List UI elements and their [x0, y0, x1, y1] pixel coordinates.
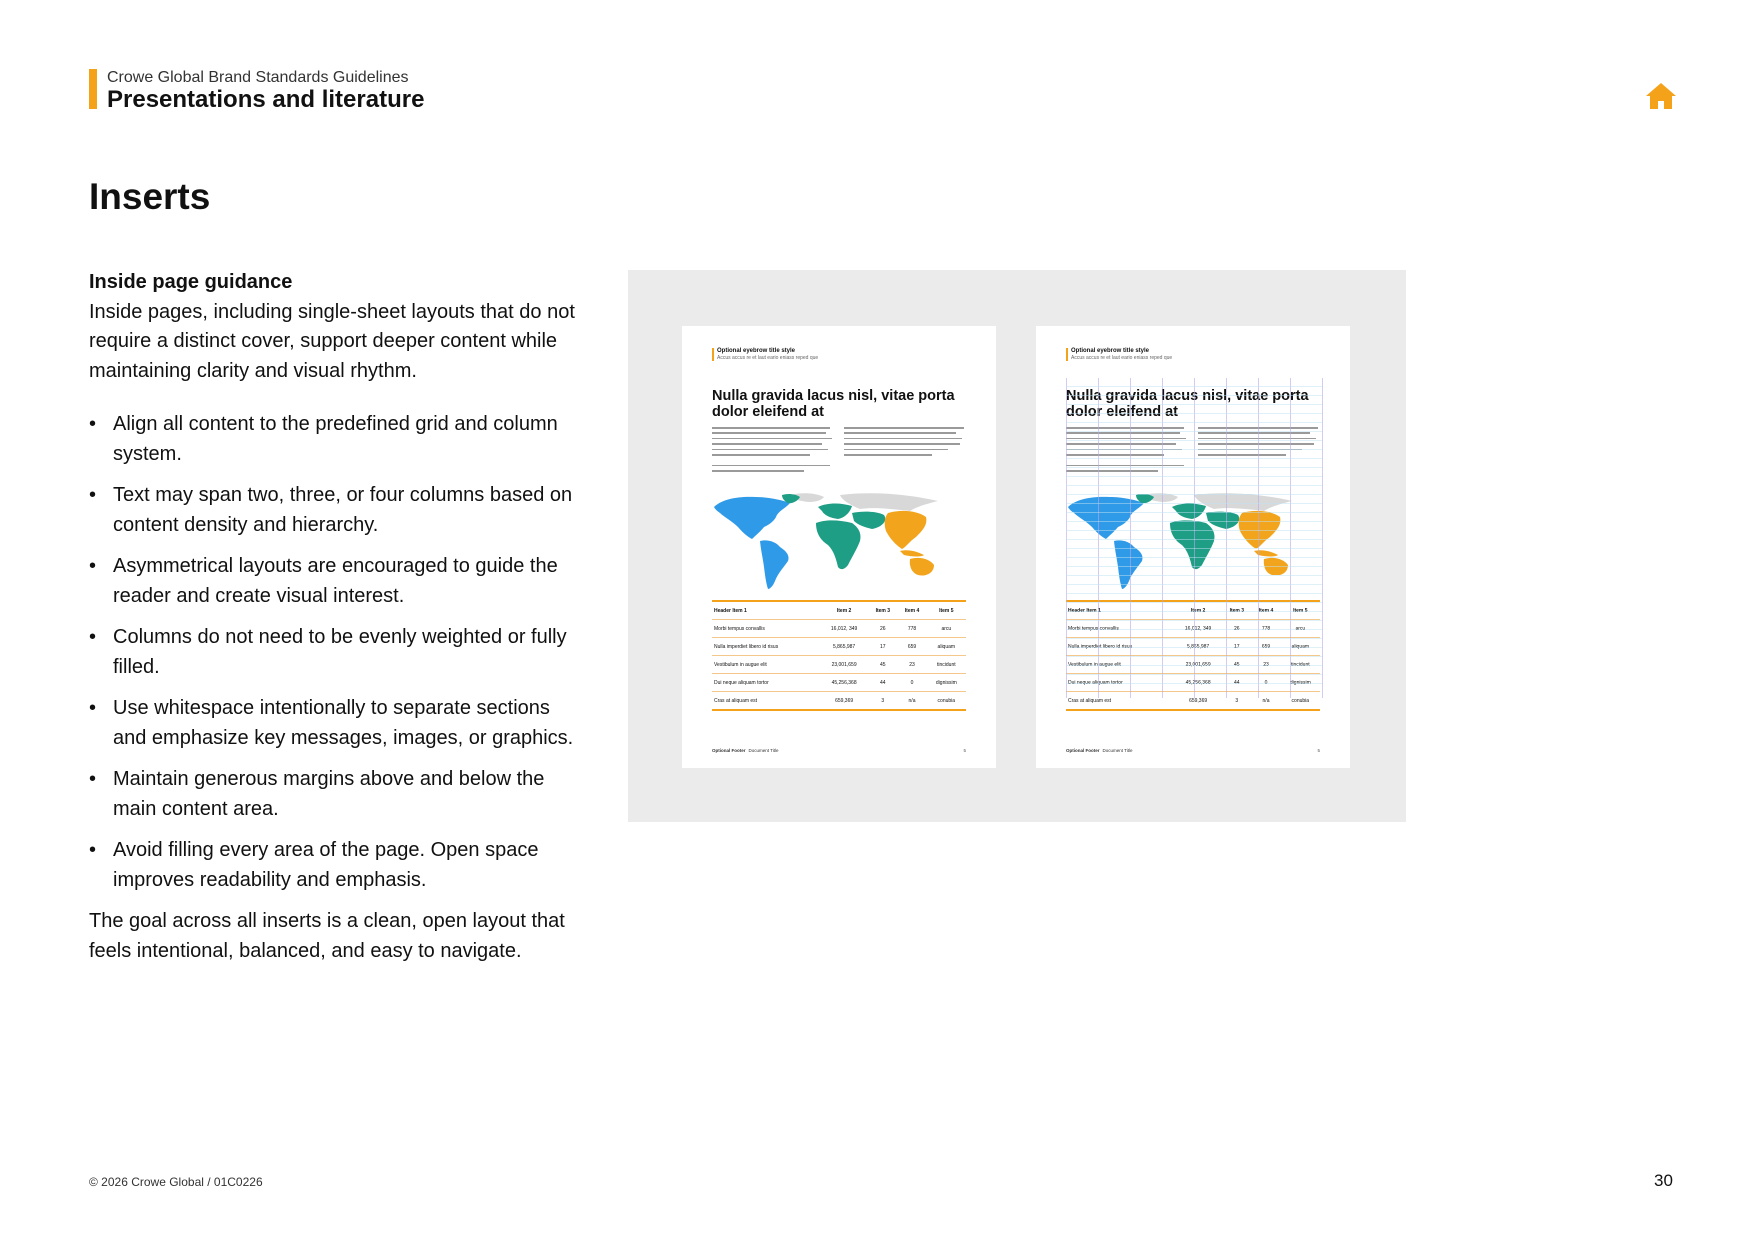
table-row	[712, 620, 966, 638]
table-cell: conubia	[927, 692, 966, 711]
table-header-cell: Header Item 1	[712, 601, 820, 620]
sample-title: Nulla gravida lacus nisl, vitae porta dolor eleifend at	[1066, 388, 1309, 420]
text-line-placeholder	[1066, 443, 1176, 445]
guide-title: Crowe Global Brand Standards Guidelines	[107, 69, 409, 86]
table-cell: 17	[868, 638, 897, 656]
text-line-placeholder	[1066, 454, 1164, 456]
header-accent-bar	[89, 69, 97, 109]
text-line-placeholder	[712, 443, 822, 445]
table-cell: 0	[897, 674, 926, 692]
table-cell: Morbi tempus convallis	[1066, 620, 1174, 638]
table-header-cell: Item 5	[927, 601, 966, 620]
sample-page-number: 5	[963, 748, 966, 753]
text-line-placeholder	[844, 443, 960, 445]
table-cell: 3	[1222, 692, 1251, 711]
text-line-placeholder	[712, 427, 830, 429]
list-item: • Columns do not need to be evenly weighted or fully filled.	[89, 623, 579, 682]
text-line-placeholder	[712, 438, 832, 440]
text-line-placeholder	[712, 470, 804, 472]
table-row	[1066, 656, 1320, 674]
text-line-placeholder	[1198, 427, 1318, 429]
table-cell: 23,001,659	[820, 656, 868, 674]
table-cell: aliquam	[927, 638, 966, 656]
table-header-cell: Item 4	[1251, 601, 1280, 620]
table-row	[712, 638, 966, 656]
text-line-placeholder	[844, 432, 956, 434]
sample-title: Nulla gravida lacus nisl, vitae porta dolor eleifend at	[712, 388, 955, 420]
table-row	[712, 674, 966, 692]
table-cell: arcu	[927, 620, 966, 638]
table-cell: Cras at aliquam est	[712, 692, 820, 711]
table-cell: Dui neque aliquam tortor	[1066, 674, 1174, 692]
text-line-placeholder	[1198, 432, 1310, 434]
closing-paragraph: The goal across all inserts is a clean, open layout that feels intentional, balanced, and easy to navigate.	[89, 910, 565, 962]
table-header-cell: Item 2	[1174, 601, 1222, 620]
table-cell: 45,256,368	[1174, 674, 1222, 692]
text-line-placeholder	[844, 438, 962, 440]
table-cell: 659,369	[820, 692, 868, 711]
example-panel	[628, 270, 1406, 822]
table-cell: Nulla imperdiet libero id risus	[712, 638, 820, 656]
eyebrow-subtitle: Accus accus re et laut eario eniass reped que	[717, 355, 819, 361]
table-cell: 659	[1251, 638, 1280, 656]
table-header-cell: Item 3	[1222, 601, 1251, 620]
eyebrow-subtitle: Accus accus re et laut eario eniass reped que	[1071, 355, 1173, 361]
table-row	[1066, 674, 1320, 692]
map-americas	[1068, 497, 1144, 589]
guidance-list	[89, 410, 579, 895]
table-cell: Vestibulum in augue elit	[1066, 656, 1174, 674]
table-header-cell: Item 5	[1281, 601, 1320, 620]
table-cell: 44	[868, 674, 897, 692]
list-item: • Text may span two, three, or four columns based on content density and hierarchy.	[89, 481, 579, 540]
home-icon[interactable]	[1645, 81, 1677, 111]
text-line-placeholder	[844, 427, 964, 429]
table-cell: 26	[1222, 620, 1251, 638]
section-title: Presentations and literature	[107, 86, 425, 113]
sample-table	[712, 600, 966, 711]
list-item: • Maintain generous margins above and below the main content area.	[89, 765, 579, 824]
table-cell: Cras at aliquam est	[1066, 692, 1174, 711]
list-item: • Use whitespace intentionally to separate sections and emphasize key messages, images, or graphics.	[89, 694, 579, 753]
sample-footer-label: Optional Footer	[1066, 748, 1100, 753]
text-line-placeholder	[712, 454, 810, 456]
text-line-placeholder	[1066, 438, 1186, 440]
text-line-placeholder	[1198, 438, 1316, 440]
world-map-image	[712, 491, 968, 591]
table-cell: 16,012, 349	[820, 620, 868, 638]
subheading: Inside page guidance	[89, 271, 293, 293]
sample-table	[1066, 600, 1320, 711]
page-title: Inserts	[89, 176, 211, 217]
copyright: © 2026 Crowe Global / 01C0226	[89, 1175, 263, 1189]
table-header-cell: Item 2	[820, 601, 868, 620]
table-cell: n/a	[1251, 692, 1280, 711]
eyebrow-title: Optional eyebrow title style	[1071, 348, 1150, 354]
table-row	[712, 656, 966, 674]
table-cell: 778	[897, 620, 926, 638]
table-cell: 23,001,659	[1174, 656, 1222, 674]
text-line-placeholder	[1198, 443, 1314, 445]
table-header-cell: Item 3	[868, 601, 897, 620]
sample-footer	[1066, 748, 1133, 753]
list-item: • Asymmetrical layouts are encouraged to guide the reader and create visual interest.	[89, 552, 579, 611]
eyebrow-title: Optional eyebrow title style	[717, 348, 796, 354]
eyebrow-accent-bar	[1066, 348, 1068, 361]
example-page-plain	[682, 326, 996, 768]
table-cell: dignissim	[927, 674, 966, 692]
table-cell: Morbi tempus convallis	[712, 620, 820, 638]
table-cell: n/a	[897, 692, 926, 711]
map-other	[1144, 493, 1292, 511]
table-cell: tincidunt	[927, 656, 966, 674]
table-header-row	[1066, 601, 1320, 620]
table-row	[1066, 692, 1320, 711]
text-line-placeholder	[1066, 465, 1184, 467]
table-cell: aliquam	[1281, 638, 1320, 656]
table-cell: 26	[868, 620, 897, 638]
text-line-placeholder	[1198, 454, 1286, 456]
table-cell: Nulla imperdiet libero id risus	[1066, 638, 1174, 656]
body-text-columns	[712, 427, 968, 477]
table-cell: arcu	[1281, 620, 1320, 638]
table-cell: tincidunt	[1281, 656, 1320, 674]
text-line-placeholder	[844, 454, 932, 456]
table-cell: Vestibulum in augue elit	[712, 656, 820, 674]
sample-footer	[712, 748, 779, 753]
table-cell: 44	[1222, 674, 1251, 692]
table-cell: 659	[897, 638, 926, 656]
table-cell: 23	[897, 656, 926, 674]
table-header-row	[712, 601, 966, 620]
list-item: • Avoid filling every area of the page. Open space improves readability and emphasis.	[89, 836, 579, 895]
map-apac	[885, 511, 934, 576]
table-cell: 778	[1251, 620, 1280, 638]
body-text-columns	[1066, 427, 1322, 477]
list-item: • Align all content to the predefined grid and column system.	[89, 410, 579, 469]
table-cell: 45	[868, 656, 897, 674]
example-page-with-grid	[1036, 326, 1350, 768]
text-line-placeholder	[712, 449, 828, 451]
text-line-placeholder	[1198, 449, 1302, 451]
table-cell: 5,865,987	[1174, 638, 1222, 656]
table-cell: 16,012, 349	[1174, 620, 1222, 638]
table-cell: 23	[1251, 656, 1280, 674]
table-cell: 659,369	[1174, 692, 1222, 711]
text-line-placeholder	[712, 465, 830, 467]
table-cell: Dui neque aliquam tortor	[712, 674, 820, 692]
table-row	[1066, 638, 1320, 656]
table-cell: 3	[868, 692, 897, 711]
map-other	[790, 493, 938, 511]
sample-footer-label: Optional Footer	[712, 748, 746, 753]
text-line-placeholder	[844, 449, 948, 451]
text-line-placeholder	[1066, 470, 1158, 472]
table-row	[1066, 620, 1320, 638]
world-map-image	[1066, 491, 1322, 591]
sample-footer-doc: Document Title	[1102, 748, 1133, 753]
intro-paragraph: Inside pages, including single-sheet layouts that do not require a distinct cover, support deeper content while maintaining clarity and visual rhythm.	[89, 300, 575, 382]
text-line-placeholder	[712, 432, 826, 434]
text-line-placeholder	[1066, 449, 1182, 451]
table-cell: 45,256,368	[820, 674, 868, 692]
sample-page-number: 5	[1317, 748, 1320, 753]
guidance-text	[89, 268, 579, 966]
table-cell: 5,865,987	[820, 638, 868, 656]
table-cell: dignissim	[1281, 674, 1320, 692]
map-apac	[1239, 511, 1288, 576]
table-cell: 0	[1251, 674, 1280, 692]
sample-footer-doc: Document Title	[748, 748, 779, 753]
text-line-placeholder	[1066, 432, 1180, 434]
text-line-placeholder	[1066, 427, 1184, 429]
table-row	[712, 692, 966, 711]
page-number: 30	[1654, 1171, 1673, 1190]
table-cell: 17	[1222, 638, 1251, 656]
eyebrow-accent-bar	[712, 348, 714, 361]
table-header-cell: Header Item 1	[1066, 601, 1174, 620]
table-cell: 45	[1222, 656, 1251, 674]
table-header-cell: Item 4	[897, 601, 926, 620]
map-americas	[714, 497, 790, 589]
table-cell: conubia	[1281, 692, 1320, 711]
